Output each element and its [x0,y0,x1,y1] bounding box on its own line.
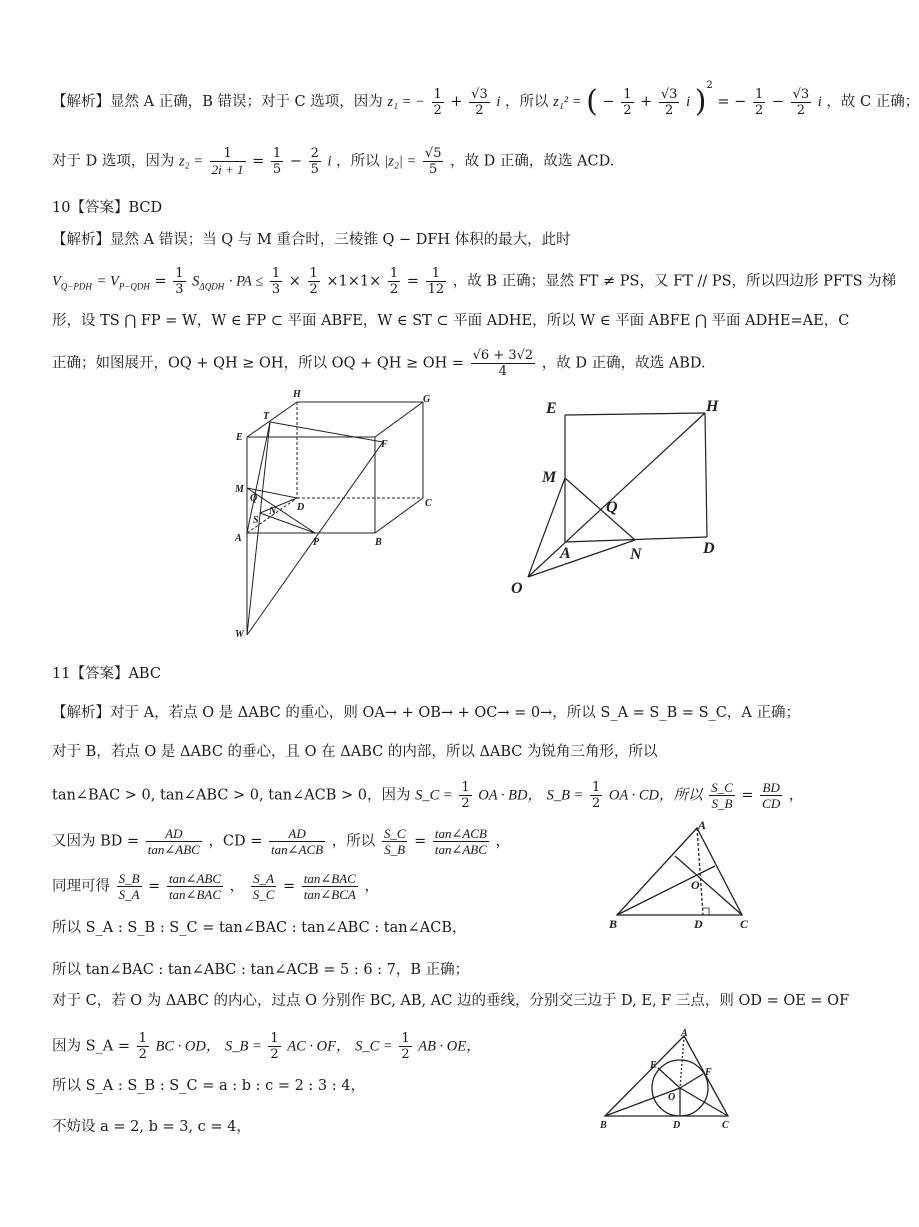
q11-line-6: 所以 S_A : S_B : S_C = tan∠BAC : tan∠ABC : tan∠ACB， [52,920,467,936]
q11-text: ， [229,878,245,895]
q10-text: 正确；如图展开，OQ + QH ≥ OH，所以 OQ + QH ≥ OH = [52,355,465,372]
q9-text: ，故 C 正确； [826,94,919,110]
q10-line-2 [52,266,896,297]
label-N: N [269,506,277,517]
label-S: S [253,515,259,526]
label-C: C [722,1120,729,1131]
label-P: P [313,537,320,548]
q10-line-4 [52,348,706,379]
q11-text: ，所以 [331,833,376,850]
imag-unit: i [817,94,822,110]
q10-expr: · PA ≤ [228,273,264,290]
q11-line-2: 对于 B，若点 O 是 ΔABC 的垂心，且 O 在 ΔABC 的内部，所以 ΔABC 为锐角三角形，所以 [52,744,658,760]
volume-symbol: V [52,273,61,290]
plus-sign: + [450,94,463,110]
fraction: $\frac{\text{tan∠ACB}}{\text{tan∠ABC}}$ [434,826,487,857]
q11-line-5 [52,871,379,902]
label-H: H [706,398,719,415]
q9-line-2 [52,146,614,177]
q9-line-1: 【解析】显然 A 正确，B 错误；对于 C 选项，因为 z₁ = − $\frac{1}{2}$ + $\frac{√3}{2}$ i ，所以 z₁² = ( − $\frac{1}{2}$ + $\frac{√3}{2}$ i )$^2$ = − $\frac{1}{2}$ − $\frac{√3}{2}$ i ，故 C 正确； [52,80,919,119]
area-symbol: S_B = [546,787,584,804]
fraction: $\frac{√6 + 3√2}{4}$ [472,348,534,379]
z1-square: z₁² = [553,94,582,110]
label-B: B [609,917,618,931]
fraction: $\frac{2}{5}$ [310,146,319,177]
unfolded-figure [500,385,740,600]
fraction: $\frac{AD}{\text{tan∠ACB}}$ [271,826,324,857]
fraction: $\frac{1}{2}$ [433,86,442,118]
q11-expr: AB · OE， [418,1038,481,1055]
subscript: P−QDH [118,281,150,292]
q11-text: 又因为 BD = [52,833,140,850]
q11-text: tan∠BAC > 0, tan∠ABC > 0, tan∠ACB > 0，因为 [52,787,411,804]
fraction: $\frac{1}{2}$ [623,86,632,118]
label-O: O [668,1092,676,1103]
subscript: ΔQDH [199,281,225,292]
fraction: $\frac{AD}{\text{tan∠ABC}}$ [147,826,200,857]
fraction: $\frac{S\_B}{S\_A}$ [118,871,140,902]
equals-sign: = [148,878,161,895]
orthocenter-figure [605,818,765,933]
label-F: F [381,439,388,450]
fraction: $\frac{1}{2}$ [270,1031,279,1062]
area-symbol: S [192,273,200,290]
modulus-expr: |z₂| = [384,153,417,170]
label-W: W [235,629,244,640]
q10-text: ，故 B 正确；显然 FT ≠ PS，又 FT // PS，所以四边形 PFTS 为梯 [452,273,897,290]
label-D: D [673,1120,681,1131]
q11-line-9 [52,1031,481,1062]
fraction: $\frac{1}{2i + 1}$ [211,146,244,177]
imag-unit: i [496,94,501,110]
q9-text: ，所以 [504,94,549,110]
label-M: M [235,484,244,495]
minus-sign: − [602,94,615,110]
q11-expr: BC · OD， [155,1038,221,1055]
fraction: $\frac{1}{2}$ [309,266,318,297]
fraction: $\frac{1}{12}$ [427,266,445,297]
q11-text: 同理可得 [52,878,110,895]
minus-sign: − [289,153,302,170]
q9-text: 对于 D 选项，因为 [52,153,175,170]
label-D: D [703,540,715,557]
minus-sign: − [771,94,784,110]
equals-sign: = [406,273,419,290]
q9-text: 【解析】显然 A 正确，B 错误；对于 C 选项，因为 [52,94,383,110]
q11-expr: OA · BD， [478,787,543,804]
label-A: A [560,545,571,562]
z1-expr: z₁ = − [387,94,425,110]
fraction: $\frac{1}{2}$ [138,1031,147,1062]
fraction: $\frac{S\_A}{S\_C}$ [252,871,275,902]
fraction: $\frac{√3}{2}$ [471,86,488,118]
label-H: H [293,389,301,400]
plus-sign: + [640,94,653,110]
area-symbol: S_C = [355,1038,393,1055]
area-symbol: S_C = [415,787,453,804]
cube-figure [225,385,455,645]
label-C: C [740,917,749,931]
fraction: $\frac{S\_C}{S\_B}$ [383,826,406,857]
q11-line-8: 对于 C，若 O 为 ΔABC 的内心，过点 O 分别作 BC, AB, AC 边的垂线，分别交三边于 D, E, F 三点，则 OD = OE = OF [52,993,850,1009]
label-O: O [691,878,700,892]
q11-text: ，CD = [208,833,263,850]
label-D: D [694,917,703,931]
fraction: $\frac{1}{3}$ [271,266,281,297]
q11-line-11: 不妨设 a = 2, b = 3, c = 4， [52,1119,251,1135]
fraction: $\frac{S\_C}{S\_B}$ [711,780,733,811]
q10-line-1: 【解析】显然 A 错误；当 Q 与 M 重合时，三棱锥 Q − DFH 体积的最大，此时 [52,232,571,248]
q11-answer: 11【答案】ABC [52,666,161,682]
q11-line-4 [52,826,510,857]
equals-sign: = [283,878,296,895]
times-sign: ×1×1× [326,273,382,290]
volume-symbol: = V [96,273,119,290]
incircle-figure [598,1028,748,1133]
q11-line-10: 所以 S_A : S_B : S_C = a : b : c = 2 : 3 : 4， [52,1078,365,1094]
z2-expr: z₂ = [178,153,204,170]
q11-text: 因为 S_A = [52,1038,131,1055]
label-B: B [600,1120,607,1131]
label-A: A [235,533,242,544]
fraction: $\frac{1}{2}$ [389,266,399,297]
q11-line-3 [52,780,803,811]
label-F: F [705,1067,712,1078]
imag-unit: i [686,94,691,110]
label-C: C [425,498,432,509]
label-E: E [236,432,243,443]
equals-sign: = [252,153,265,170]
label-D: D [297,502,305,513]
label-G: G [423,394,431,405]
q11-expr: AC · OF， [287,1038,351,1055]
q10-answer: 10【答案】BCD [52,200,163,216]
q10-text: ，故 D 正确，故选 ABD. [541,355,706,372]
fraction: $\frac{\text{tan∠ABC}}{\text{tan∠BAC}}$ [168,871,221,902]
fraction: $\frac{BD}{CD}$ [762,780,781,811]
equals-sign: = − [717,94,747,110]
q9-text: ，故 D 正确，故选 ACD. [450,153,615,170]
q11-text: ， [788,787,804,804]
q11-expr: OA · CD，所以 [608,787,703,804]
q11-text: ， [495,833,511,850]
fraction: $\frac{1}{2}$ [461,780,470,811]
fraction: $\frac{√5}{5}$ [424,146,442,177]
fraction: $\frac{\text{tan∠BAC}}{\text{tan∠BCA}}$ [303,871,356,902]
area-symbol: S_B = [225,1038,262,1055]
label-E: E [650,1060,657,1071]
q11-text: ， [364,878,379,895]
label-E: E [546,400,557,417]
fraction: $\frac{1}{2}$ [592,780,601,811]
label-N: N [630,546,642,563]
fraction: $\frac{1}{3}$ [175,266,184,297]
q11-line-1: 【解析】对于 A，若点 O 是 ΔABC 的重心，则 OA→ + OB→ + OC→ = 0→，所以 S_A = S_B = S_C，A 正确； [52,705,800,721]
exponent: 2 [706,80,713,91]
equals-sign: = [414,833,427,850]
label-M: M [542,469,557,486]
q10-line-3: 形，设 TS ⋂ FP = W，W ∈ FP ⊂ 平面 ABFE，W ∈ ST ⊂ 平面 ADHE，所以 W ∈ 平面 ABFE ⋂ 平面 ADHE=AE，C [52,313,850,329]
fraction: $\frac{√3}{2}$ [792,86,810,118]
fraction: $\frac{1}{5}$ [272,146,282,177]
label-Q: Q [250,493,258,504]
label-O: O [511,580,523,597]
subscript: Q−PDH [60,281,92,292]
q9-text: ，所以 [336,153,380,170]
fraction: $\frac{√3}{2}$ [660,86,678,118]
label-T: T [263,411,270,422]
equals-sign: = [154,273,167,290]
label-A: A [698,818,707,832]
q11-line-7: 所以 tan∠BAC : tan∠ABC : tan∠ACB = 5 : 6 : 7，B 正确； [52,962,470,978]
times-sign: × [288,273,301,290]
label-B: B [375,537,382,548]
label-A: A [681,1028,688,1039]
imag-unit: i [327,153,332,170]
equals-sign: = [741,787,754,804]
label-Q: Q [606,499,618,516]
fraction: $\frac{1}{2}$ [754,86,764,118]
fraction: $\frac{1}{2}$ [401,1031,410,1062]
